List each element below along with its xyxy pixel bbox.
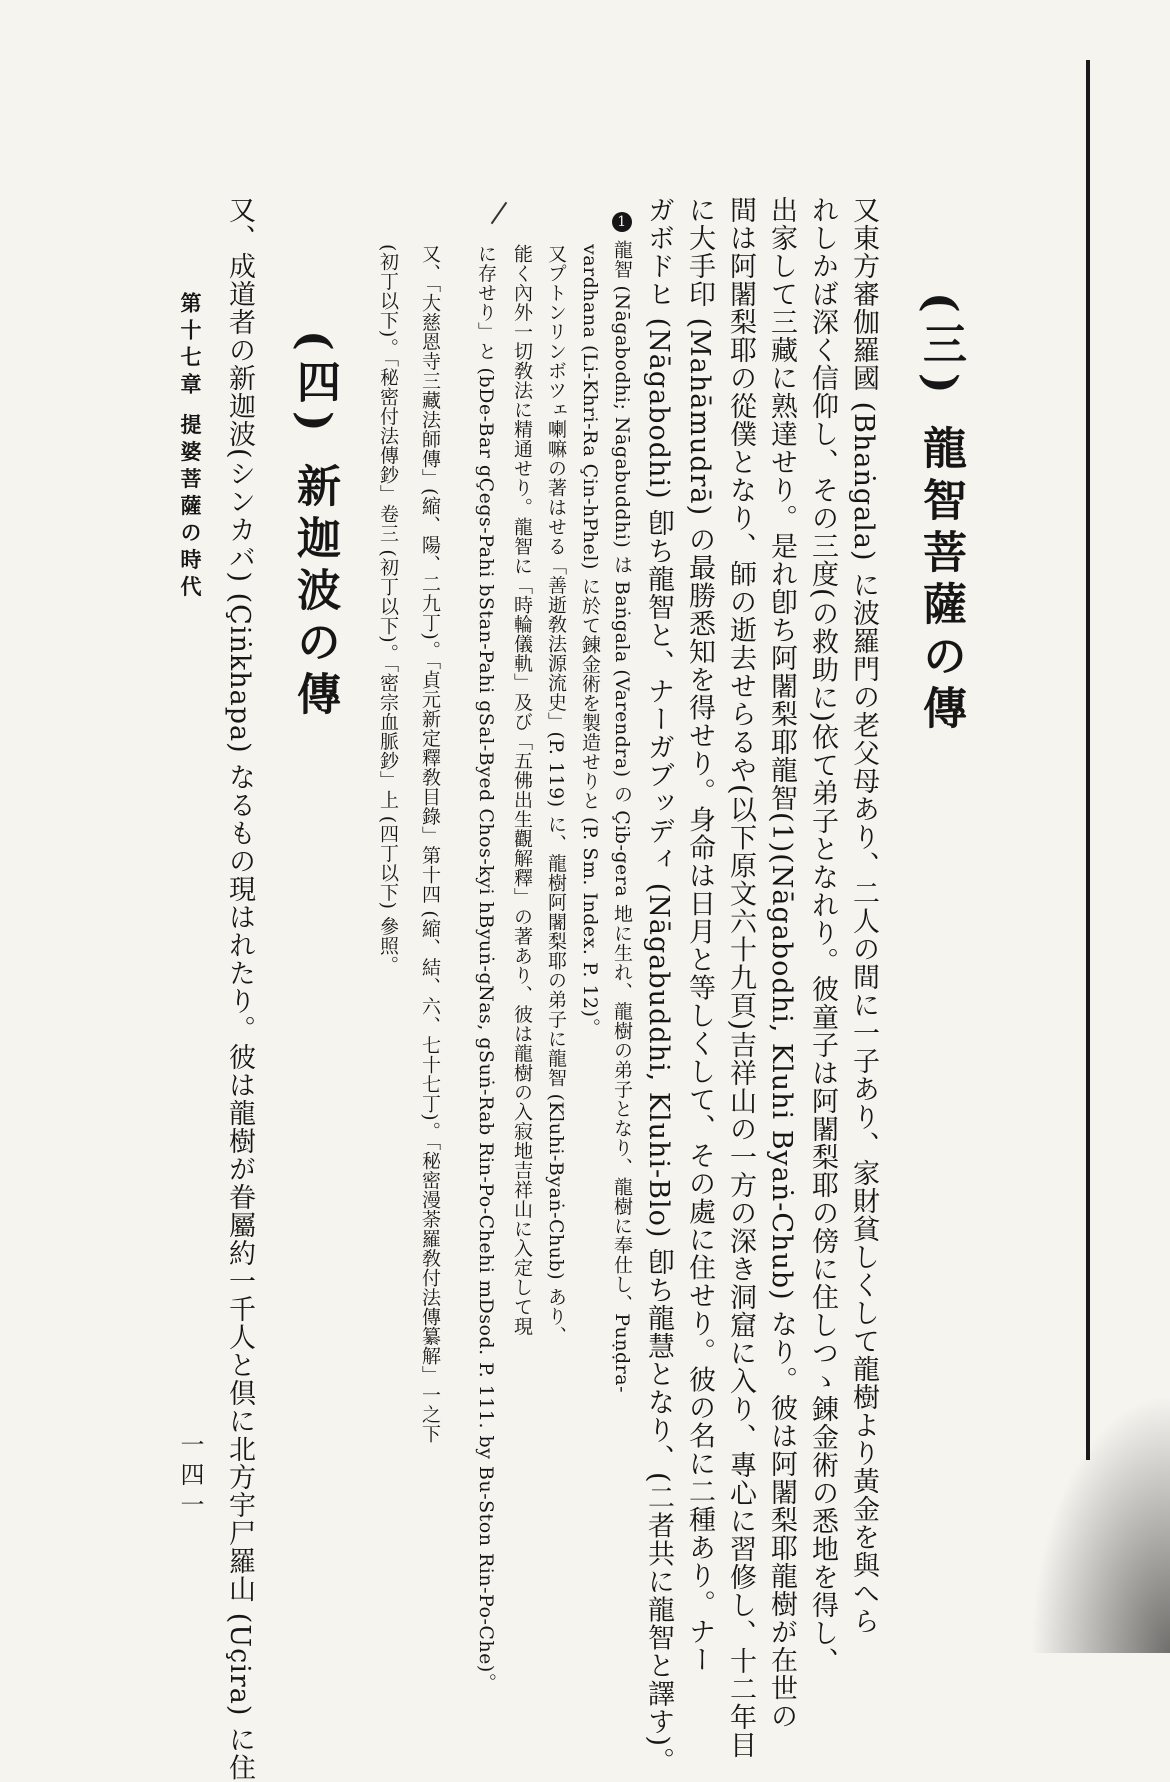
page-number: 一四一	[176, 1432, 204, 1522]
page-edge-rule	[1086, 60, 1090, 1460]
section-3-body-line: れしかば深く信仰し、その三度(の救助に)依て弟子となれり。彼童子は阿闍梨耶の傍に住しつゝ錬金術の悉地を得し、	[807, 196, 838, 1676]
section-3-body-line: 又東方審伽羅國 (Bhaṅgala) に波羅門の老父母あり、二人の間に一子あり、家財貧しくして龍樹より黃金を與へら	[848, 196, 879, 1636]
footnote-marker: 1	[612, 212, 632, 232]
section-3-body-line: に大手印 (Mahāmudrā) の最勝悉知を得せり。身命は日月と等しくして、その處に住せり。彼の名に二種あり。ナー	[684, 196, 715, 1674]
section-3-body-line: 間は阿闍梨耶の從僕となり、師の逝去せらるや(以下原文六十九頁)吉祥山の一方の深き洞窟に入り、專心に習修し、十二年目	[725, 196, 756, 1760]
scan-shadow	[1030, 1393, 1170, 1653]
section-4-heading: (四) 新迦波の傳	[289, 330, 340, 723]
footnote-line: 能く內外一切敎法に精通せり。龍智に「時輪儀軌」及び「五佛出生觀解釋」の著あり、彼は龍樹の入寂地吉祥山に入定して現	[511, 244, 533, 1336]
section-4-body-line: 又、成道者の新迦波(シンカバ) (Çiṅkhapa) なるもの現はれたり。彼は龍樹が眷屬約一千人と倶に北方宇尸羅山 (Uçira) に住	[224, 196, 255, 1782]
footnote-line: vardhana (Li-Khri-Ra Çin-hPhel) に於て錬金術を製造せりと (P. Sm. Index. P. 12)。	[579, 244, 601, 1038]
section-3-heading: (三) 龍智菩薩の傳	[915, 292, 966, 737]
footnote-text: 龍智 (Nāgabodhi; Nāgabuddhi) は Baṅgala (Varendra) の Çib-gera 地に生れ、龍樹の弟子となり、龍樹に奉仕し、Puṇḍra-	[611, 240, 633, 1393]
footnote-line: 又、「大慈恩寺三藏法師傳」(縮、陽、二九丁)。「貞元新定釋敎目錄」第十四 (縮、結、六、七十七丁)。「秘密漫荼羅敎付法傳纂解」一之下	[419, 244, 441, 1444]
footnote-line	[612, 212, 632, 1393]
section-3-body-line: 出家して三藏に熟達せり。是れ卽ち阿闍梨耶龍智(1)(Nāgabodhi, Kluhi Byaṅ-Chub) なり。彼は阿闍梨耶龍樹が在世の	[766, 196, 797, 1731]
pencil-check-mark	[491, 202, 508, 224]
section-3-body-line: ガボドヒ (Nāgabodhi) 卽ち龍智と、ナーガブッディ (Nāgabuddhi, Kluhi-Blo) 卽ち龍慧となり、(二者共に龍智と譯す)。	[643, 196, 674, 1776]
footnote-line: に存せり」と (bDe-Bar gÇegs-Pahi bStan-Pahi gSal-Byed Chos-kyi hByuṅ-gNas, gSuṅ-Rab Rin-Po-Chehi mDsod. P. 111. by Bu-Ston Rin-Po-Che)。	[475, 244, 497, 1693]
running-title: 第十七章 提婆菩薩の時代	[178, 292, 203, 603]
footnote-line: (初丁以下)。「秘密付法傳鈔」卷三 (初丁以下)。「密宗血脈鈔」上 (四丁以下) 參照。	[377, 244, 399, 975]
footnote-line: 又プトンリンボツェ喇嘛の著はせる「善逝敎法源流史」(P. 119) に、龍樹阿闍梨耶の弟子に龍智 (Kluhi-Byaṅ-Chub) あり、	[545, 244, 567, 1346]
